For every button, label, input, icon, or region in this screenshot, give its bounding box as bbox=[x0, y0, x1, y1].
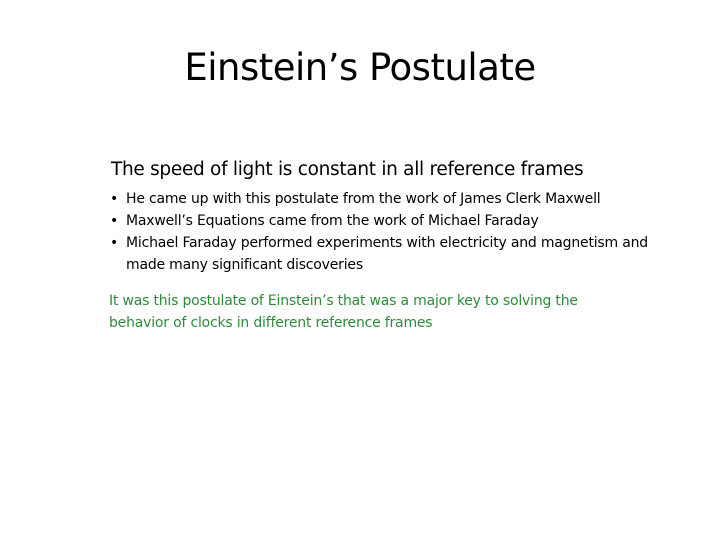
bullet-item bbox=[109, 210, 679, 232]
bullet-text: He came up with this postulate from the work of James Clerk Maxwell bbox=[126, 191, 601, 207]
bullet-text: Maxwell’s Equations came from the work of Michael Faraday bbox=[126, 213, 539, 229]
bullet-item bbox=[109, 188, 679, 210]
bullet-marker: • bbox=[110, 235, 119, 251]
slide-subheading: The speed of light is constant in all reference frames bbox=[111, 159, 584, 180]
bullet-text: Michael Faraday performed experiments with electricity and magnetism and made many significant discoveries bbox=[126, 235, 648, 273]
slide-title: Einstein’s Postulate bbox=[184, 46, 536, 89]
bullet-marker: • bbox=[110, 213, 119, 229]
slide-body bbox=[109, 156, 679, 334]
highlight-note: It was this postulate of Einstein’s that was a major key to solving the behavior of clocks in different reference frames bbox=[109, 293, 578, 331]
bullet-list bbox=[109, 188, 679, 276]
bullet-marker: • bbox=[110, 191, 119, 207]
bullet-item bbox=[109, 232, 679, 276]
